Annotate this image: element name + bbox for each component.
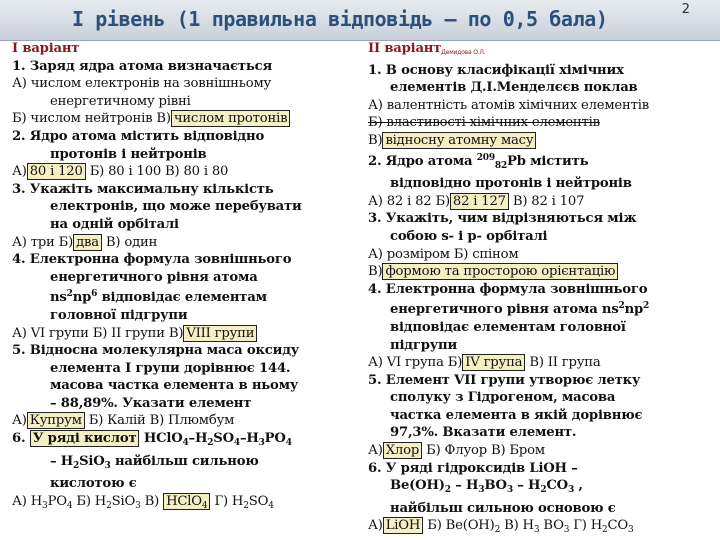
r-question-4-cont3: підгрупи <box>390 337 458 353</box>
variant-2-label: II варіант <box>368 41 442 56</box>
r-q4-answer-box: IV група <box>462 354 525 371</box>
r-q6-option: В) H <box>500 518 534 534</box>
r-q1-option-b: Б) властивості хімічних елементів <box>368 115 600 131</box>
q5-options-rest: Б) Калій В) Плюмбум <box>88 413 235 429</box>
r-q2-option-c: В) 82 і 107 <box>512 193 585 209</box>
r-q3-answer-box: формою та просторою орієнтацію <box>382 263 618 280</box>
sub: 3 <box>258 438 265 449</box>
r-q6-formula: CO <box>546 478 568 494</box>
question-4-cont1: енергетичного рівня атома <box>50 269 258 285</box>
r-q4-option-c: В) II група <box>529 355 601 371</box>
r-question-1: 1. В основу класифікації хімічних <box>368 62 624 78</box>
q6-answer-text: HClO <box>166 493 202 509</box>
question-2-cont: протонів і нейтронів <box>50 146 207 162</box>
r-q6-letter: А) <box>368 518 383 534</box>
q6-answer-box <box>163 493 210 510</box>
r-question-1-cont: елементів Д.І.Менделєєв поклав <box>390 80 638 96</box>
r-question-5-cont2: частка елемента в якій дорівнює <box>390 407 643 423</box>
q1-option-c-letter: В) <box>156 111 171 127</box>
question-3-cont1: електронів, що може перебувати <box>50 199 302 215</box>
r-q2-answer-box: 82 і 127 <box>450 193 509 210</box>
sub: 2 <box>444 485 451 496</box>
sub: 4 <box>182 438 189 449</box>
sub: 2 <box>106 500 112 511</box>
r-q2-text: 2. Ядро атома <box>368 153 477 169</box>
formula-np: np <box>72 290 92 306</box>
sub: 2 <box>494 525 501 536</box>
q4-options <box>12 325 360 343</box>
sub: 4 <box>268 500 274 511</box>
question-5: 5. Відносна молекулярна маса оксиду <box>12 343 300 359</box>
q6-formula: SO <box>213 431 234 447</box>
formula-ns: ns <box>50 290 67 306</box>
q3-options-ab: А) три Б) <box>12 234 74 250</box>
r-q6-options <box>368 517 714 540</box>
q4-answer-box: VIII групи <box>183 325 257 342</box>
question-3: 3. Укажіть максимальну кількість <box>12 181 274 197</box>
sub: 2 <box>207 438 214 449</box>
q4-options-ab: А) VI групи Б) II групи В) <box>12 325 184 341</box>
q3-option-c: В) один <box>105 234 158 250</box>
formula-sup: 2 <box>66 289 73 300</box>
sub: 3 <box>628 525 634 536</box>
sub: 2 <box>602 525 608 536</box>
slide-title: I рівень (1 правильна відповідь – по 0,5 бала) <box>72 7 608 31</box>
question-4-cont3: головної підгрупи <box>50 307 188 323</box>
q6-options <box>12 493 360 516</box>
sub: 3 <box>567 485 575 496</box>
sub: 4 <box>233 438 240 449</box>
question-4-formula <box>12 286 360 307</box>
r-q6-answer-box: LiOH <box>383 517 424 534</box>
q6-number: 6. <box>12 431 26 447</box>
r-q4-options-ab: А) VI група Б) <box>368 355 463 371</box>
r-question-5-cont1: сполуку з Гідрогеном, масова <box>390 390 616 406</box>
sub: 3 <box>135 500 141 511</box>
r-q4-options <box>368 354 714 372</box>
q6-formula: HClO <box>139 431 183 447</box>
r-question-5-cont3: 97,3%. Вказати елемент. <box>390 425 577 441</box>
r-q2-options-ab: А) 82 і 82 Б) <box>368 193 450 209</box>
header-bar <box>0 0 720 41</box>
q6-formula: –H <box>239 431 259 447</box>
sub: 2 <box>540 485 547 496</box>
question-2: 2. Ядро атома містить відповідно <box>12 128 265 144</box>
q6-formula: –H <box>188 431 208 447</box>
formula-sup: 6 <box>91 289 98 300</box>
r-q4-text: np <box>624 302 644 318</box>
question-1: 1. Заряд ядра атома визначається <box>12 58 273 74</box>
question-4: 4. Електронна формула зовнішнього <box>12 252 292 268</box>
formula-text: відповідає елементам <box>97 290 267 306</box>
q3-options <box>12 234 360 252</box>
q2-option-a-letter: А) <box>12 164 27 180</box>
q5-option-a-letter: А) <box>12 413 27 429</box>
r-q3-letter: В) <box>368 264 383 280</box>
sup: 2 <box>643 301 650 312</box>
r-q6-option: BO <box>539 518 564 534</box>
q3-answer-box: два <box>73 234 102 251</box>
r-question-2-cont: відповідно протонів і нейтронів <box>390 176 632 192</box>
r-q6-option: CO <box>607 518 629 534</box>
q6-text: найбільш сильною <box>110 453 259 469</box>
q6-option: PO <box>47 493 67 509</box>
variant-2-heading <box>368 40 714 62</box>
sub: 3 <box>506 485 513 496</box>
r-question-3: 3. Укажіть, чим відрізняються між <box>368 211 637 227</box>
r-q2-options <box>368 193 714 211</box>
q6-formula: – H <box>50 453 74 469</box>
sub: 2 <box>243 500 249 511</box>
r-q6-formula: – H <box>450 478 479 494</box>
q6-option: SiO <box>111 493 136 509</box>
q2-options-rest: Б) 80 і 100 В) 80 і 80 <box>89 164 229 180</box>
sub: 82 <box>494 160 508 171</box>
r-q6-option: Г) H <box>569 518 602 534</box>
q2-options <box>12 163 360 181</box>
question-3-cont2: на одній орбіталі <box>50 216 179 232</box>
author-label: Демидова О.Л. <box>441 49 486 56</box>
q6-option: В) <box>140 493 160 509</box>
sup: 2 <box>618 301 625 312</box>
r-question-5: 5. Елемент VII групи утворює летку <box>368 372 641 388</box>
r-q1-option-a: А) валентність атомів хімічних елементів <box>368 97 649 113</box>
r-q5-letter: А) <box>368 443 383 459</box>
question-5-cont1: елемента І групи дорівнює 144. <box>50 360 291 376</box>
r-question-4: 4. Електронна формула зовнішнього <box>368 281 648 297</box>
q2-answer-box: 80 і 120 <box>27 163 86 180</box>
q1-answer-box: числом протонів <box>171 110 291 127</box>
q6-option: А) H <box>12 493 43 509</box>
q1-option-a-cont: енергетичному рівні <box>50 93 191 109</box>
r-question-6: 6. У ряді гідроксидів LiOH – <box>368 460 578 476</box>
sub: 4 <box>285 438 292 449</box>
q5-options <box>12 412 360 430</box>
sub: 2 <box>73 460 80 471</box>
question-6-cont1 <box>12 453 360 476</box>
r-q2-text: Pb містить <box>507 153 589 169</box>
r-q1-answer-box: відносну атомну масу <box>382 132 536 149</box>
r-q3-options-ab: А) розміром Б) спіном <box>368 246 519 262</box>
r-q6-formula: – H <box>512 478 541 494</box>
r-q5-options-rest: Б) Флуор В) Бром <box>426 443 545 459</box>
q1-option-a: А) числом електронів на зовнішньому <box>12 76 272 92</box>
q5-answer-box: Купрум <box>27 412 85 429</box>
r-q1-option-c <box>368 132 714 150</box>
sub: 3 <box>533 525 540 536</box>
question-5-cont3: – 88,89%. Указати елемент <box>50 395 252 411</box>
q6-option: Г) H <box>210 493 244 509</box>
r-question-4-cont2: відповідає елементам головної <box>390 319 626 335</box>
sub: 3 <box>478 485 485 496</box>
variant-1-column <box>12 40 360 515</box>
r-question-3-cont: собою s- і p- орбіталі <box>390 228 548 244</box>
q6-option: SO <box>248 493 269 509</box>
r-question-2 <box>368 150 714 176</box>
q6-boxed-text: У ряді кислот <box>30 430 140 447</box>
r-q6-option: Б) Be(OH) <box>423 518 495 534</box>
r-q5-options <box>368 442 714 460</box>
question-6-cont2: кислотою є <box>50 476 137 492</box>
r-question-4-cont1 <box>368 298 714 319</box>
r-question-6-cont2: найбільш сильною основою є <box>390 500 616 516</box>
r-q4-text: енергетичного рівня атома ns <box>390 302 619 318</box>
q1-options-bc <box>12 110 360 128</box>
r-q6-formula: Be(OH) <box>390 478 445 494</box>
r-q5-answer-box: Хлор <box>383 442 422 459</box>
q6-formula: PO <box>264 431 286 447</box>
q6-option: Б) H <box>72 493 107 509</box>
sub: 3 <box>42 500 48 511</box>
r-q6-formula: , <box>574 478 583 494</box>
question-5-cont2: масова частка елемента в ньому <box>50 378 299 394</box>
sup: 209 <box>476 152 495 163</box>
q1-option-b: Б) числом нейтронів <box>12 111 153 127</box>
sub: 3 <box>104 460 111 471</box>
question-6 <box>12 430 360 453</box>
r-q1-letter: В) <box>368 132 383 148</box>
q6-formula: SiO <box>79 453 105 469</box>
r-question-6-cont1 <box>368 477 714 500</box>
variant-2-column <box>368 40 714 540</box>
r-q3-option-c <box>368 263 714 281</box>
r-q6-formula: BO <box>484 478 507 494</box>
page-number: 2 <box>681 2 690 17</box>
sub: 4 <box>66 500 73 511</box>
variant-1-heading: I варіант <box>12 41 80 56</box>
sub: 3 <box>563 525 570 536</box>
sub: 4 <box>201 500 208 511</box>
